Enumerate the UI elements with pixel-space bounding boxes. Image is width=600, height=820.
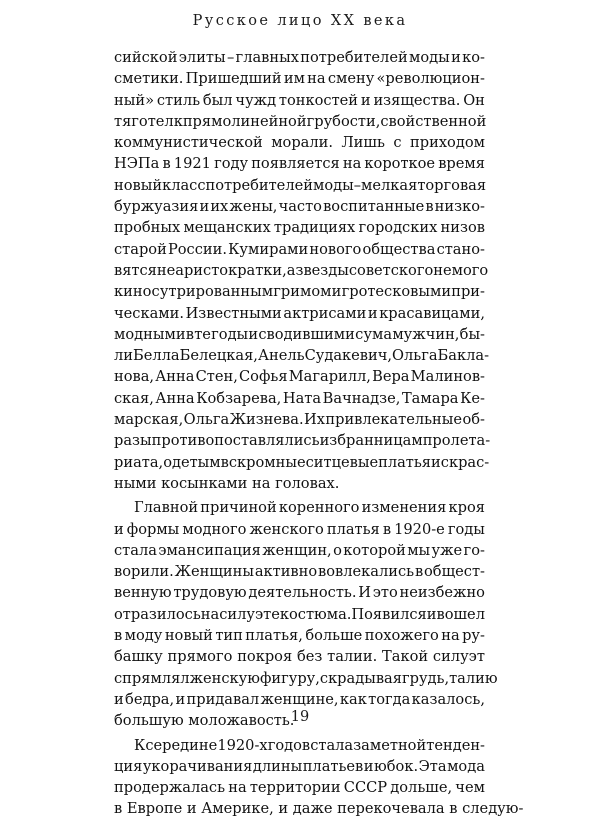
text-line xyxy=(114,175,485,196)
word: Анна xyxy=(155,368,195,386)
paragraph-1 xyxy=(114,47,491,494)
word: ция xyxy=(114,757,143,775)
text-line xyxy=(114,196,485,217)
word: пролета- xyxy=(422,432,491,450)
word: на xyxy=(342,155,362,173)
word: с xyxy=(355,325,364,343)
word: даже xyxy=(292,800,333,818)
word: одетым xyxy=(163,453,221,471)
text-line xyxy=(114,430,491,451)
word: перекочевала xyxy=(337,800,445,818)
word: нова, xyxy=(114,368,155,386)
word: жены, xyxy=(229,198,278,216)
word: женского xyxy=(249,520,324,538)
text-line xyxy=(114,409,485,430)
word: те xyxy=(194,325,211,343)
word: в xyxy=(414,563,424,581)
word: Стен, xyxy=(195,368,238,386)
word: без xyxy=(296,648,323,666)
word: России. xyxy=(167,240,227,258)
word: годы xyxy=(447,520,485,538)
word: об- xyxy=(462,411,485,429)
word: сметики. xyxy=(114,70,184,88)
word: формы xyxy=(126,520,180,538)
text-line xyxy=(114,388,485,409)
word: в xyxy=(114,627,123,645)
text-line xyxy=(114,798,524,819)
word: нового xyxy=(309,240,362,258)
word: торговая xyxy=(417,176,487,194)
word: в xyxy=(449,800,458,818)
text-line xyxy=(114,519,485,540)
word: класс xyxy=(162,176,206,194)
word: женщине, xyxy=(260,690,339,708)
word: моду xyxy=(124,627,163,645)
word: – xyxy=(226,49,235,66)
word: звезды xyxy=(295,261,349,279)
word: утрированным xyxy=(159,283,274,301)
word: появляется xyxy=(251,155,340,173)
word: часто xyxy=(278,198,322,216)
running-header: Русское лицо XX века xyxy=(192,13,408,29)
word: НЭПа xyxy=(114,155,160,173)
word: в xyxy=(162,155,171,173)
word: – xyxy=(353,176,362,194)
word: причиной xyxy=(200,499,277,517)
word: ская, xyxy=(114,389,154,407)
word: их xyxy=(210,198,229,216)
word: тенден- xyxy=(426,736,485,754)
word: Ната xyxy=(282,389,322,407)
word: скромные xyxy=(228,453,306,471)
word: прямого xyxy=(167,648,233,666)
word: им xyxy=(283,70,305,88)
word: бедра, xyxy=(125,690,175,708)
word: И xyxy=(358,584,371,602)
word: это xyxy=(372,584,398,602)
text-line xyxy=(114,473,485,494)
word: вошел xyxy=(436,605,485,623)
page-number: 19 xyxy=(290,709,310,725)
word: и xyxy=(175,690,186,708)
word: вовлекались xyxy=(318,563,415,581)
text-line xyxy=(114,324,485,345)
word: старой xyxy=(114,240,167,258)
word: мы xyxy=(407,541,431,559)
word: гримом xyxy=(273,283,332,301)
word: привлекательные xyxy=(325,411,463,429)
word: Их xyxy=(304,411,325,429)
word: Он xyxy=(463,91,485,109)
word: риата, xyxy=(114,453,164,471)
word: дольше, xyxy=(390,779,453,797)
word: и xyxy=(114,520,124,538)
word: с xyxy=(151,283,160,301)
word: а xyxy=(286,261,296,279)
word: время xyxy=(438,155,485,173)
word: годы xyxy=(211,325,249,343)
word: СССР xyxy=(343,779,388,797)
word: и xyxy=(367,304,378,322)
word: и xyxy=(360,91,371,109)
word: городских xyxy=(358,219,438,237)
word: Европе xyxy=(126,800,183,818)
word: Софья xyxy=(239,368,288,386)
word: го- xyxy=(463,541,485,559)
word: покроя xyxy=(237,648,293,666)
word: ру- xyxy=(462,627,485,645)
word: Ольга xyxy=(392,347,438,365)
word: платья, xyxy=(245,627,303,645)
word: разы xyxy=(114,432,152,450)
word: похожего xyxy=(364,627,439,645)
word: Судакевич, xyxy=(304,347,393,365)
word: низко- xyxy=(434,198,485,216)
word: моды xyxy=(409,49,450,66)
word: чужд xyxy=(235,91,277,109)
word: тогда xyxy=(368,690,411,708)
word: костюма. xyxy=(279,605,352,623)
word: косынками xyxy=(161,474,248,492)
word: в xyxy=(382,520,392,538)
word: стано- xyxy=(436,240,485,258)
word: деятельность. xyxy=(248,584,357,602)
text-line xyxy=(114,47,485,68)
word: на xyxy=(228,779,247,797)
word: 1920-е xyxy=(394,520,445,538)
word: свойственной xyxy=(380,112,487,130)
word: в xyxy=(425,198,434,216)
text-line xyxy=(114,497,485,518)
word: спрямлял xyxy=(114,669,190,687)
word: больше xyxy=(305,627,363,645)
word: «революцион- xyxy=(376,70,485,88)
word: Америке, xyxy=(201,800,274,818)
word: силуэте xyxy=(219,605,280,623)
word: моды xyxy=(312,176,354,194)
word: стала xyxy=(114,541,157,559)
word: придавал xyxy=(186,690,260,708)
text-line xyxy=(114,735,485,756)
word: модными xyxy=(114,325,186,343)
word: трудовую xyxy=(173,584,247,602)
word: башку xyxy=(114,648,163,666)
word: стала xyxy=(310,736,354,754)
word: моложавость. xyxy=(188,712,295,730)
word: кино xyxy=(114,283,152,301)
word: К xyxy=(134,736,146,754)
word: фигуру, xyxy=(259,669,320,687)
word: был xyxy=(202,91,233,109)
word: сводившими xyxy=(258,325,355,343)
word: уже xyxy=(431,541,463,559)
word: в xyxy=(220,453,229,471)
word: противопоставлялись xyxy=(151,432,320,450)
text-line xyxy=(114,561,485,582)
text-line xyxy=(114,582,485,603)
word: ума xyxy=(363,325,393,343)
word: продержалась xyxy=(114,779,226,797)
word: которой xyxy=(343,541,406,559)
word: 1921 xyxy=(173,155,211,173)
word: буржуазия xyxy=(114,198,199,216)
word: тонкостей xyxy=(278,91,359,109)
word: мода xyxy=(447,757,485,775)
word: низов xyxy=(440,219,485,237)
word: мужчин, xyxy=(392,325,460,343)
text-line xyxy=(114,90,485,111)
word: избранницам xyxy=(319,432,423,450)
word: платьев xyxy=(302,757,364,775)
word: женщин, xyxy=(262,541,332,559)
word: Тамара xyxy=(401,389,459,407)
text-line xyxy=(114,689,485,710)
word: советского xyxy=(348,261,434,279)
word: коммунистической xyxy=(114,134,263,152)
text-line xyxy=(114,111,485,132)
word: Кумирами xyxy=(228,240,309,258)
text-line xyxy=(114,153,485,174)
word: к xyxy=(173,112,183,130)
word: марская, xyxy=(114,411,184,429)
word: укорачивания xyxy=(142,757,253,775)
word: Кобзарева, xyxy=(196,389,282,407)
word: Анна xyxy=(155,389,195,407)
word: в xyxy=(114,800,123,818)
word: венную xyxy=(114,584,172,602)
word: грудь, xyxy=(401,669,450,687)
text-line xyxy=(114,756,485,777)
word: Известными xyxy=(185,304,282,322)
word: Ольга xyxy=(183,411,230,429)
text-line xyxy=(114,366,485,387)
text-line xyxy=(114,68,485,89)
text-line xyxy=(114,217,485,238)
word: и xyxy=(363,757,374,775)
text-line xyxy=(114,303,485,324)
text-line xyxy=(114,452,490,473)
word: ко- xyxy=(462,49,485,66)
word: с xyxy=(393,134,402,152)
word: Бакла- xyxy=(437,347,489,365)
word: на xyxy=(252,474,271,492)
word: и xyxy=(426,605,437,623)
word: аристократки, xyxy=(175,261,287,279)
word: территории xyxy=(249,779,341,797)
word: женскую xyxy=(189,669,260,687)
word: Магарилл, xyxy=(288,368,371,386)
word: сийской xyxy=(114,49,178,66)
word: главных xyxy=(235,49,299,66)
word: и xyxy=(431,453,441,471)
word: ворили. xyxy=(114,563,174,581)
word: ситцевые xyxy=(305,453,379,471)
word: как xyxy=(339,690,367,708)
word: изящества. xyxy=(373,91,461,109)
word: немого xyxy=(433,261,489,279)
word: общества xyxy=(362,240,436,258)
word: скрадывая xyxy=(319,669,402,687)
word: силуэт xyxy=(432,648,485,666)
word: Малинов- xyxy=(410,368,485,386)
word: неизбежно xyxy=(399,584,485,602)
word: мещанских xyxy=(183,219,271,237)
text-line xyxy=(114,281,485,302)
word: середине xyxy=(145,736,218,754)
word: Главной xyxy=(134,499,199,517)
text-line xyxy=(114,646,485,667)
word: Вера xyxy=(372,368,410,386)
word: следую- xyxy=(462,800,524,818)
word: и xyxy=(248,325,259,343)
word: крас- xyxy=(448,453,490,471)
word: воспитанные xyxy=(323,198,425,216)
word: потребителей xyxy=(205,176,313,194)
word: пробных xyxy=(114,219,181,237)
word: морали. xyxy=(271,134,334,152)
word: Появился xyxy=(351,605,427,623)
word: на xyxy=(307,70,326,88)
word: Женщины xyxy=(174,563,254,581)
text-line xyxy=(114,260,489,281)
paragraph-2 xyxy=(114,497,498,731)
word: длины xyxy=(252,757,303,775)
text-line xyxy=(114,668,498,689)
word: гротесковыми xyxy=(341,283,452,301)
text-line xyxy=(114,604,485,625)
word: ли xyxy=(114,347,133,365)
word: талию xyxy=(449,669,498,687)
word: тяготел xyxy=(114,112,174,130)
word: юбок. xyxy=(374,757,419,775)
word: талии. xyxy=(327,648,378,666)
word: и xyxy=(114,690,124,708)
paragraph-3 xyxy=(114,735,524,820)
word: новый xyxy=(164,627,213,645)
text-line xyxy=(114,625,485,646)
word: грубости, xyxy=(306,112,381,130)
word: стиль xyxy=(156,91,201,109)
word: с xyxy=(440,453,449,471)
word: актрисами xyxy=(283,304,367,322)
text-line xyxy=(114,345,489,366)
word: заметной xyxy=(353,736,427,754)
text-line xyxy=(114,132,485,153)
word: и xyxy=(186,800,197,818)
word: красавицами, xyxy=(379,304,485,322)
word: Анель xyxy=(257,347,305,365)
word: казалось, xyxy=(411,690,485,708)
word: отразилось xyxy=(114,605,201,623)
word: общест- xyxy=(424,563,485,581)
word: эмансипация xyxy=(158,541,261,559)
word: году xyxy=(214,155,249,173)
word: Жизнева. xyxy=(229,411,304,429)
word: головах. xyxy=(275,474,340,492)
word: при- xyxy=(451,283,485,301)
word: прямолинейной xyxy=(182,112,307,130)
word: бы- xyxy=(459,325,485,343)
word: ными xyxy=(114,474,157,492)
word: не xyxy=(156,261,176,279)
word: чем xyxy=(455,779,485,797)
word: в xyxy=(185,325,194,343)
word: на xyxy=(441,627,460,645)
word: 1920-х xyxy=(217,736,268,754)
word: и xyxy=(451,49,461,66)
text-line xyxy=(114,239,485,260)
word: Эта xyxy=(418,757,447,775)
word: мелкая xyxy=(361,176,418,194)
word: кроя xyxy=(448,499,485,517)
word: большую xyxy=(114,712,184,730)
word: изменения xyxy=(361,499,447,517)
word: годов xyxy=(267,736,311,754)
word: активно xyxy=(254,563,318,581)
word: вятся xyxy=(114,261,157,279)
body-text xyxy=(114,47,524,820)
text-line xyxy=(114,777,485,798)
word: Такой xyxy=(382,648,429,666)
word: новый xyxy=(114,176,163,194)
word: ческами. xyxy=(114,304,184,322)
word: платья xyxy=(326,520,380,538)
word: элиты xyxy=(178,49,226,66)
word: модного xyxy=(182,520,247,538)
word: короткое xyxy=(364,155,436,173)
word: потребителей xyxy=(300,49,408,66)
word: ный» xyxy=(114,91,154,109)
text-line xyxy=(114,540,485,561)
word: и xyxy=(331,283,342,301)
word: традициях xyxy=(273,219,356,237)
word: и xyxy=(278,800,289,818)
word: Вачнадзе, xyxy=(322,389,401,407)
word: Белецкая, xyxy=(179,347,258,365)
word: Ке- xyxy=(460,389,485,407)
word: приходом xyxy=(410,134,485,152)
word: Пришедший xyxy=(185,70,282,88)
word: коренного xyxy=(278,499,360,517)
word: тип xyxy=(215,627,243,645)
word: и xyxy=(199,198,210,216)
word: о xyxy=(333,541,342,559)
word: на xyxy=(200,605,220,623)
word: смену xyxy=(327,70,375,88)
word: платья xyxy=(378,453,432,471)
word: Белла xyxy=(133,347,180,365)
word: Лишь xyxy=(341,134,385,152)
